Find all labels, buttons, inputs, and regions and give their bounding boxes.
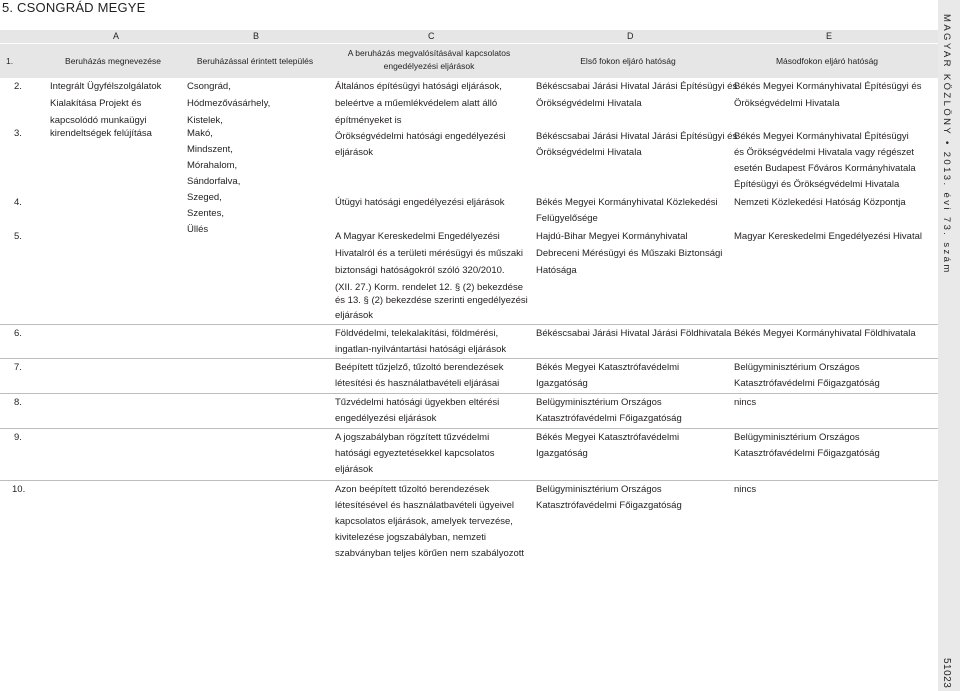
row-number: 10. [12,484,26,495]
cell-line: nincs [734,397,757,408]
cell-line: Békéscsabai Járási Hivatal Járási Földhivatala [536,328,732,339]
cell-line: A Magyar Kereskedelmi Engedélyezési [335,231,500,242]
cell-line: Katasztrófavédelmi Főigazgatóság [536,500,682,511]
cell-line: Hatósága [536,265,577,276]
cell-line: Szeged, [187,192,222,203]
cell-line: Békés Megyei Katasztrófavédelmi [536,362,680,373]
cell-line: Azon beépített tűzoltó berendezések [335,484,490,495]
cell-line: Mindszent, [187,144,233,155]
cell-line: Belügyminisztérium Országos [536,484,662,495]
cell-line: és 13. § (2) bekezdése szerinti engedélyezési [335,295,528,306]
cell-line: Belügyminisztérium Országos [536,397,662,408]
cell-line: Hódmezővásárhely, [187,98,271,109]
table-header-row [0,43,938,78]
cell-line: Belügyminisztérium Országos [734,362,860,373]
cell-line: Üllés [187,224,209,235]
cell-line: eljárások [335,310,374,321]
header-project-name: Beruházás megnevezése [65,56,161,66]
cell-line: Beépített tűzjelző, tűzoltó berendezések [335,362,504,373]
row-number: 7. [14,362,22,373]
cell-line: Békés Megyei Kormányhivatal Közlekedési [536,197,718,208]
cell-line: létesítésével és használatbavételi ügyeivel [335,500,515,511]
header-first-instance: Első fokon eljáró hatóság [580,56,676,66]
cell-line: eljárások [335,464,374,475]
cell-line: létesítési és használatbavételi eljárásai [335,378,500,389]
cell-line: Békés Megyei Kormányhivatal Építésügyi [734,131,909,142]
cell-line: kivitelezése jogszabályban, nemzeti [335,532,487,543]
column-letter-e: E [826,31,833,41]
cell-line: nincs [734,484,757,495]
cell-line: Örökségvédelmi Hivatala [536,98,642,109]
cell-line: Békéscsabai Járási Hivatal Járási Építésügyi és [536,81,738,92]
cell-line: Makó, [187,128,213,139]
column-letter-a: A [113,31,120,41]
cell-line: Általános építésügyi hatósági eljárások, [335,81,502,92]
page-number: 51023 [941,658,952,689]
header-row-number: 1. [6,56,14,66]
cell-line: Békés Megyei Kormányhivatal Építésügyi és [734,81,922,92]
column-letters-row [0,30,938,43]
header-procedures-line-2: engedélyezési eljárások [383,61,475,71]
cell-line: A jogszabályban rögzített tűzvédelmi [335,432,490,443]
header-settlements: Beruházással érintett település [196,56,314,66]
cell-line: Katasztrófavédelmi Főigazgatóság [536,413,682,424]
cell-line: hatósági egyeztetésekkel kapcsolatos [335,448,495,459]
row-number: 8. [14,397,22,408]
cell-line: szabványban teljes körűen nem szabályozott [335,548,525,559]
column-letter-d: D [627,31,634,41]
cell-line: Örökségvédelmi Hivatala [536,147,642,158]
cell-line: Hajdú-Bihar Megyei Kormányhivatal [536,231,688,242]
cell-line: és Örökségvédelmi Hivatala vagy régészet [734,147,915,158]
cell-line: Földvédelmi, telekalakítási, földmérési, [335,328,499,339]
cell-line: Örökségvédelmi Hivatala [734,98,840,109]
cell-line: Tűzvédelmi hatósági ügyekben eltérési [335,397,500,408]
row-number: 4. [14,197,22,208]
cell-line: Szentes, [187,208,224,219]
cell-line: Mórahalom, [187,160,238,171]
page-title: 5. CSONGRÁD MEGYE [2,0,146,15]
cell-line: Katasztrófavédelmi Főigazgatóság [734,448,880,459]
cell-line: Építésügyi és Örökségvédelmi Hivatala [734,179,900,190]
column-letter-c: C [428,31,435,41]
header-second-instance: Másodfokon eljáró hatóság [775,56,879,66]
cell-line: Felügyelősége [536,213,598,224]
row-number: 9. [14,432,22,443]
cell-line: ingatlan-nyilvántartási hatósági eljárások [335,344,507,355]
cell-line: Hivatalról és a területi mérésügyi és műszaki [335,248,523,259]
cell-line: Nemzeti Közlekedési Hatóság Központja [734,197,906,208]
cell-line: Igazgatóság [536,448,588,459]
cell-line: Örökségvédelmi hatósági engedélyezési [335,131,506,142]
cell-line: Békéscsabai Járási Hivatal Járási Építésügyi és [536,131,738,142]
column-letter-b: B [253,31,260,41]
cell-line: Katasztrófavédelmi Főigazgatóság [734,378,880,389]
cell-line: (XII. 27.) Korm. rendelet 12. § (2) bekezdése [335,282,523,293]
journal-sidebar [938,0,960,691]
cell-line: biztonsági hatóságokról szóló 320/2010. [335,265,505,276]
cell-line: Belügyminisztérium Országos [734,432,860,443]
cell-line: kirendeltségek felújítása [50,128,152,139]
cell-line: Békés Megyei Katasztrófavédelmi [536,432,680,443]
cell-line: Integrált Ügyfélszolgálatok [50,81,162,92]
cell-line: kapcsolatos eljárások, amelyek tervezése, [335,516,513,527]
cell-line: eljárások [335,147,374,158]
header-procedures-line-1: A beruházás megvalósításával kapcsolatos [347,48,511,58]
cell-line: esetén Budapest Főváros Kormányhivatala [734,163,916,174]
cell-line: Kialakítása Projekt és [50,98,142,109]
row-number: 5. [14,231,22,242]
cell-line: Kistelek, [187,115,223,126]
journal-running-head: MAGYAR KÖZLÖNY • 2013. évi 73. szám [941,14,952,275]
cell-line: Debreceni Mérésügyi és Műszaki Biztonsági [536,248,723,259]
cell-line: Igazgatóság [536,378,588,389]
cell-line: Csongrád, [187,81,231,92]
cell-line: Sándorfalva, [187,176,241,187]
cell-line: engedélyezési eljárások [335,413,437,424]
cell-line: Magyar Kereskedelmi Engedélyezési Hivatal [734,231,922,242]
cell-line: beleértve a műemlékvédelem alatt álló [335,98,498,109]
cell-line: építményeket is [335,115,402,126]
cell-line: Békés Megyei Kormányhivatal Földhivatala [734,328,916,339]
cell-line: Útügyi hatósági engedélyezési eljárások [335,197,505,208]
cell-line: kapcsolódó munkaügyi [50,115,147,126]
row-number: 3. [14,128,22,139]
row-number: 2. [14,81,22,92]
row-number: 6. [14,328,22,339]
